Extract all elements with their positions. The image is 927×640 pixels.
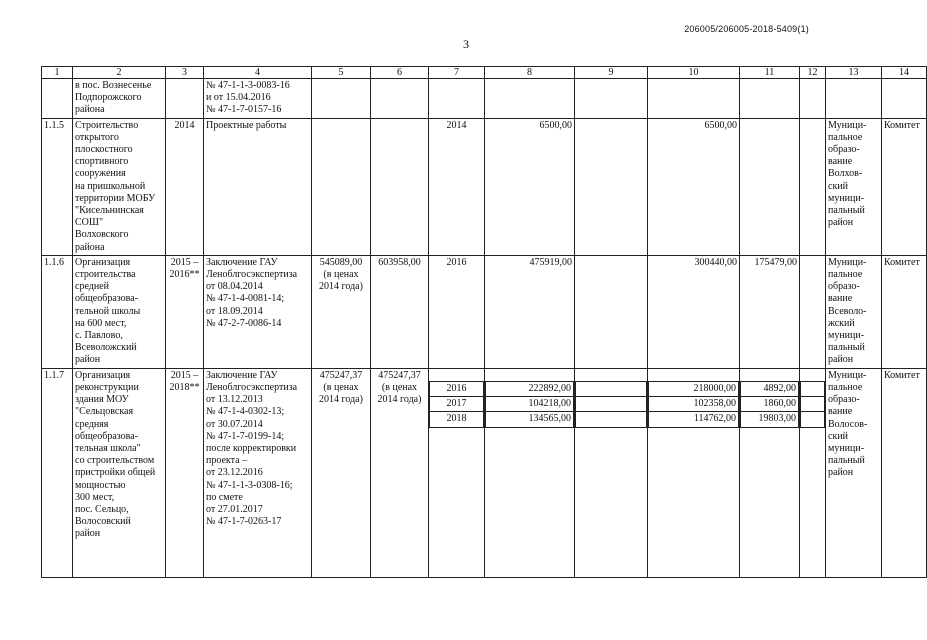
total-cell (485, 79, 575, 119)
year-value: 2017 (430, 397, 484, 412)
municipality-cell (826, 79, 882, 119)
federal-cell (575, 368, 648, 577)
cost-cell (312, 79, 371, 119)
committee-cell: Комитет (882, 118, 927, 255)
page-number: 3 (463, 37, 469, 51)
column-header: 8 (485, 67, 575, 79)
year-cell (429, 368, 485, 577)
row-number-cell: 1.1.7 (42, 368, 73, 577)
municipal-value: 1860,00 (741, 397, 799, 412)
column-header: 12 (800, 67, 826, 79)
federal-cell (575, 255, 648, 368)
municipal-cell: 175479,00 (740, 255, 800, 368)
federal-cell (575, 118, 648, 255)
cost-cell: 475247,37 (в ценах 2014 года) (312, 368, 371, 577)
other-cell (800, 368, 826, 577)
row-number-cell: 1.1.5 (42, 118, 73, 255)
column-header: 5 (312, 67, 371, 79)
municipality-cell: Муници- пальное образо- вание Всеволо- жский муници- пальный район (826, 255, 882, 368)
regional-cell (648, 79, 740, 119)
regional-cell: 300440,00 (648, 255, 740, 368)
program-table (41, 66, 927, 578)
total-value: 134565,00 (486, 412, 574, 427)
year-cell: 2014 (429, 118, 485, 255)
total-value: 222892,00 (486, 382, 574, 397)
cost-cell: 475247,37 (в ценах 2014 года) (371, 368, 429, 577)
municipality-cell: Муници- пальное образо- вание Волосов- ский муници- пальный район (826, 368, 882, 577)
municipal-value: 19803,00 (741, 412, 799, 427)
table-row (42, 368, 927, 577)
total-cell: 6500,00 (485, 118, 575, 255)
object-name-cell: Организация строительства средней общеобразова- тельной школы на 600 мест, с. Павлово, Всеволожский район (73, 255, 166, 368)
column-number-row (42, 67, 927, 79)
object-name-cell: Организация реконструкции здания МОУ "Сельцовская средняя общеобразова- тельная школа" со строительством пристройки общей мощностью 300 мест, пос. Сельцо, Волосовский район (73, 368, 166, 577)
period-cell (166, 79, 204, 119)
column-header: 4 (204, 67, 312, 79)
committee-cell: Комитет (882, 368, 927, 577)
period-cell: 2015 – 2018** (166, 368, 204, 577)
document-cell: Проектные работы (204, 118, 312, 255)
regional-value: 218000,00 (649, 382, 739, 397)
municipality-cell: Муници- пальное образо- вание Волхов- ский муници- пальный район (826, 118, 882, 255)
cost-cell: 603958,00 (371, 255, 429, 368)
year-value: 2016 (430, 382, 484, 397)
column-header: 7 (429, 67, 485, 79)
year-value: 2018 (430, 412, 484, 427)
period-cell: 2014 (166, 118, 204, 255)
other-cell (800, 255, 826, 368)
object-name-cell: в пос. Вознесенье Подпорожского района (73, 79, 166, 119)
column-header: 3 (166, 67, 204, 79)
document-id: 206005/206005-2018-5409(1) (684, 24, 809, 34)
total-value: 104218,00 (486, 397, 574, 412)
municipal-value: 4892,00 (741, 382, 799, 397)
column-header: 6 (371, 67, 429, 79)
table-row (42, 79, 927, 119)
municipal-cell (740, 118, 800, 255)
row-number-cell: 1.1.6 (42, 255, 73, 368)
federal-cell (575, 79, 648, 119)
period-cell: 2015 – 2016** (166, 255, 204, 368)
cost-cell (371, 118, 429, 255)
municipal-cell (740, 79, 800, 119)
column-header: 9 (575, 67, 648, 79)
table-row (42, 255, 927, 368)
column-header: 10 (648, 67, 740, 79)
regional-cell: 6500,00 (648, 118, 740, 255)
total-cell (485, 368, 575, 577)
table-row (42, 118, 927, 255)
cost-cell (371, 79, 429, 119)
committee-cell: Комитет (882, 255, 927, 368)
row-number-cell (42, 79, 73, 119)
regional-cell (648, 368, 740, 577)
other-cell (800, 79, 826, 119)
column-header: 2 (73, 67, 166, 79)
object-name-cell: Строительство открытого плоскостного спортивного сооружения на пришкольной территории МОБУ "Кисельнинская СОШ" Волховского района (73, 118, 166, 255)
column-header: 11 (740, 67, 800, 79)
column-header: 13 (826, 67, 882, 79)
cost-cell: 545089,00 (в ценах 2014 года) (312, 255, 371, 368)
committee-cell (882, 79, 927, 119)
total-cell: 475919,00 (485, 255, 575, 368)
document-cell: Заключение ГАУ Леноблгосэкспертиза от 13.12.2013 № 47-1-4-0302-13; от 30.07.2014 № 47-1-7-0199-14; после корректировки проекта – от 23.12.2016 № 47-1-1-3-0308-16; по смете от 27.01.2017 № 47-1-7-0263-17 (204, 368, 312, 577)
regional-value: 114762,00 (649, 412, 739, 427)
other-cell (800, 118, 826, 255)
column-header: 1 (42, 67, 73, 79)
cost-cell (312, 118, 371, 255)
regional-value: 102358,00 (649, 397, 739, 412)
column-header: 14 (882, 67, 927, 79)
municipal-cell (740, 368, 800, 577)
document-cell: Заключение ГАУ Леноблгосэкспертиза от 08.04.2014 № 47-1-4-0081-14; от 18.09.2014 № 47-2-7-0086-14 (204, 255, 312, 368)
year-cell: 2016 (429, 255, 485, 368)
year-cell (429, 79, 485, 119)
document-cell: № 47-1-1-3-0083-16 и от 15.04.2016 № 47-1-7-0157-16 (204, 79, 312, 119)
